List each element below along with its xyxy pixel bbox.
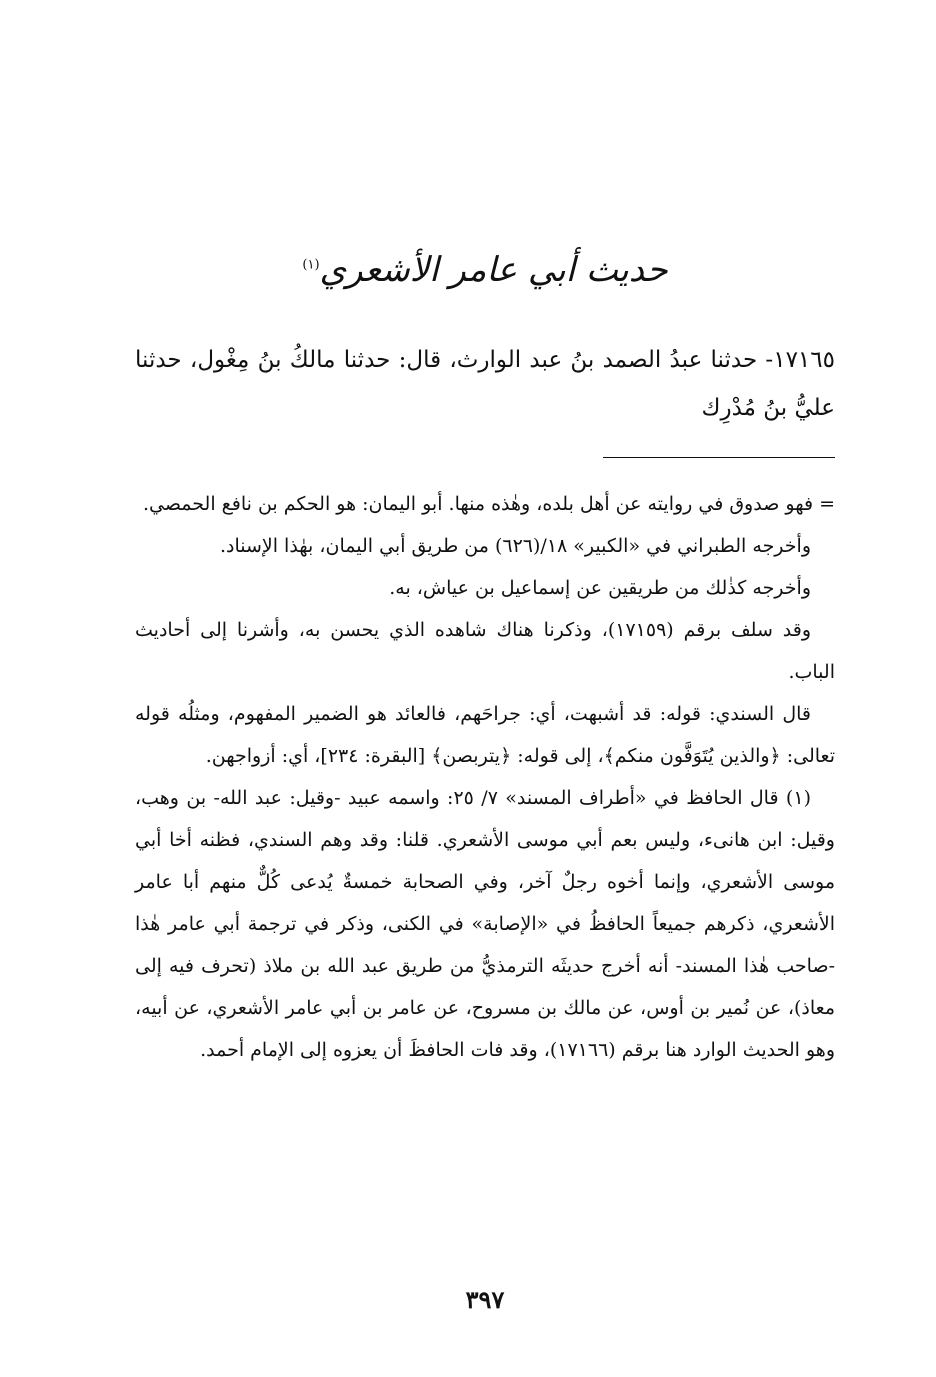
footnote-paragraph: قال السندي: قوله: قد أشبهت، أي: جراحَهم، فالعائد هو الضمير المفهوم، ومثلُه قوله تعالى: ﴿والذين يُتَوَفَّون منكم﴾، إلى قوله: ﴿يتربصن﴾ [البقرة: ٢٣٤]، أي: أزواجهن. — [135, 703, 835, 767]
footnote-marker: (١) — [302, 257, 320, 273]
footnote-paragraph: وأخرجه كذٰلك من طريقين عن إسماعيل بن عياش، به. — [389, 577, 811, 599]
footnote-paragraph: وقد سلف برقم (١٧١٥٩)، وذكرنا هناك شاهده الذي يحسن به، وأشرنا إلى أحاديث الباب. — [135, 619, 835, 683]
page-number: ٣٩٧ — [465, 1285, 505, 1314]
page — [135, 0, 835, 1377]
footnote-paragraph: وأخرجه الطبراني في «الكبير» ١٨/(٦٢٦) من طريق أبي اليمان، بهٰذا الإسناد. — [219, 535, 811, 557]
footnote-paragraph: (١) قال الحافظ في «أطراف المسند» ٧/ ٢٥: واسمه عبيد -وقيل: عبد الله- بن وهب، وقيل: ابن هانىء، وليس بعم أبي موسى الأشعري. قلنا: وقد وهم السندي، فظنه أخا أبي موسى الأشعري، وإنما أخوه رجلٌ آخر، وفي الصحابة خمسةٌ يُدعى كُلٌّ منهم أبا عامر الأشعري، ذكرهم جميعاً الحافظُ في «الإصابة» في الكنى، وذكر في ترجمة أبي عامر هٰذا -صاحب هٰذا المسند- أنه أخرج حديثَه الترمذيُّ من طريق عبد الله بن ملاذ (تحرف فيه إلى معاذ)، عن نُمير بن أوس، عن مالك بن مسروح، عن عامر بن أبي عامر الأشعري، عن أبيه، وهو الحديث الوارد هنا برقم (١٧١٦٦)، وقد فات الحافظَ أن يعزوه إلى الإمام أحمد. — [135, 787, 835, 1061]
hadith-text: ١٧١٦٥- حدثنا عبدُ الصمد بنُ عبد الوارث، قال: حدثنا مالكُ بنُ مِغْول، حدثنا عليُّ بنُ مُدْرِك — [135, 347, 835, 421]
chapter-title: حديث أبي عامر الأشعري — [319, 250, 668, 290]
footnotes — [135, 483, 835, 1071]
footnote-divider — [603, 457, 835, 458]
footnote-paragraph: = فهو صدوق في روايته عن أهل بلده، وهٰذه منها. أبو اليمان: هو الحكم بن نافع الحمصي. — [142, 493, 835, 515]
chapter-heading — [135, 250, 835, 290]
